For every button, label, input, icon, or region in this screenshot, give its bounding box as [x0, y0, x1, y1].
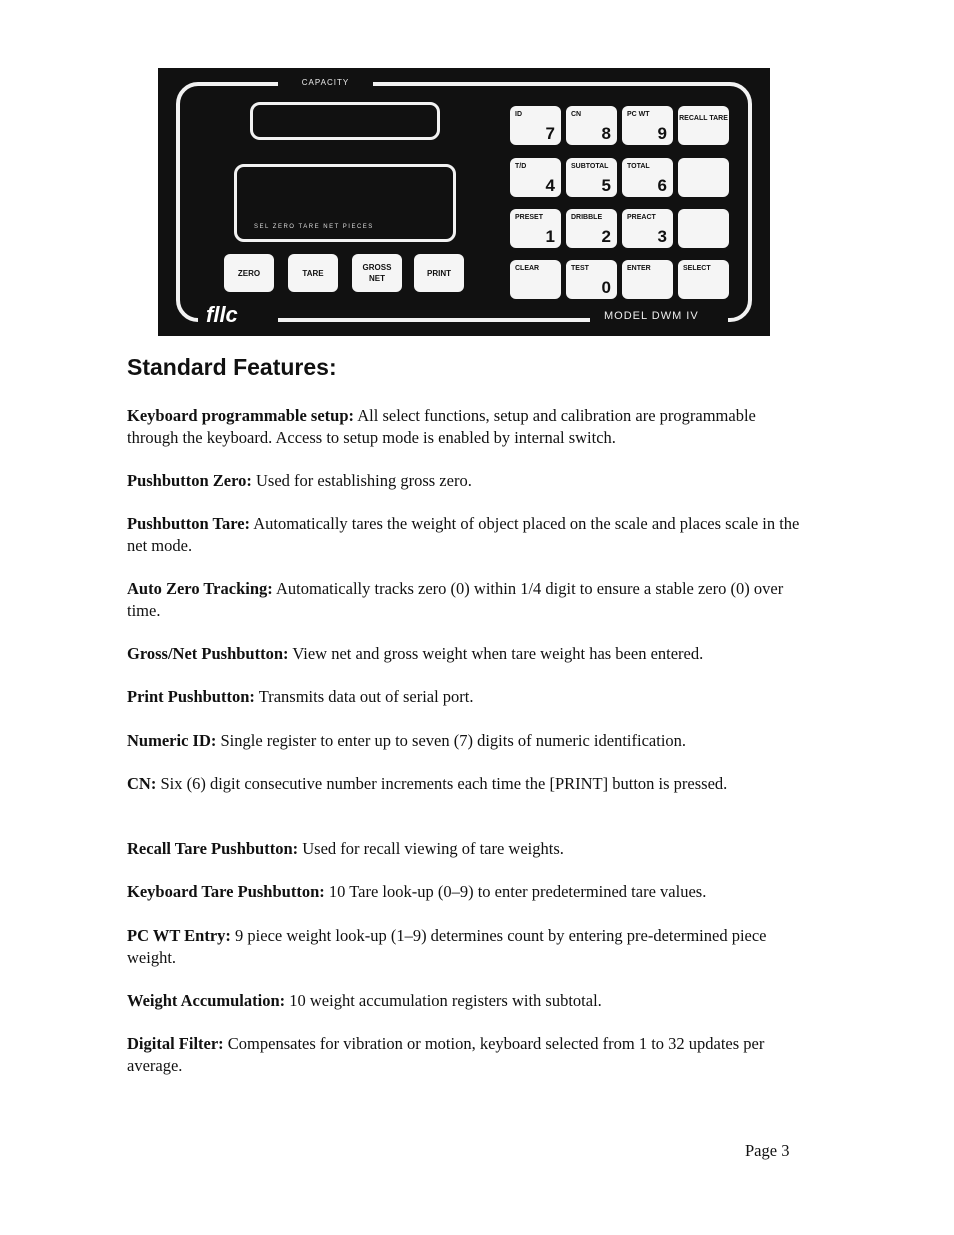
key-label: RECALL TARE — [679, 115, 728, 122]
keypad-key — [566, 158, 617, 197]
keypad-key — [510, 209, 561, 248]
key-digit: 2 — [601, 227, 611, 246]
feature-item — [127, 578, 807, 622]
dwm-iv-front-panel-image — [158, 68, 770, 336]
feature-description: View net and gross weight when tare weight has been entered. — [288, 644, 704, 663]
section-heading: Standard Features: — [127, 354, 337, 380]
feature-term: Pushbutton Tare: — [127, 514, 251, 533]
keypad-key — [566, 209, 617, 248]
model-label: MODEL DWM IV — [604, 310, 699, 322]
feature-description: Transmits data out of serial port. — [254, 687, 474, 706]
keypad-key — [510, 158, 561, 197]
print-button: PRINT — [414, 254, 464, 292]
keypad-key — [678, 106, 729, 145]
keypad-key — [678, 158, 729, 197]
page-number: Page 3 — [745, 1141, 790, 1160]
feature-item — [127, 838, 807, 860]
key-label: TEST — [571, 265, 589, 272]
annunciator-labels: SEL ZERO TARE NET PIECES — [254, 224, 374, 230]
feature-item — [127, 730, 807, 752]
key-label: DRIBBLE — [571, 214, 603, 221]
feature-description: Automatically tares the weight of object placed on the scale and places scale in the net mode. — [127, 514, 800, 555]
feature-description: Automatically tracks zero (0) within 1/4 digit to ensure a stable zero (0) over time. — [127, 579, 784, 620]
feature-term: Print Pushbutton: — [127, 687, 255, 706]
feature-item — [127, 513, 807, 557]
keypad-key — [510, 260, 561, 299]
weight-display — [234, 164, 456, 242]
feature-item — [127, 773, 807, 795]
key-digit: 9 — [657, 124, 667, 143]
feature-description: All select functions, setup and calibration are programmable through the keyboard. Access to setup mode is enabled by internal switch. — [127, 406, 756, 447]
key-label: ENTER — [627, 265, 651, 272]
key-digit: 7 — [545, 124, 555, 143]
feature-term: Keyboard programmable setup: — [127, 406, 355, 425]
feature-item — [127, 881, 807, 903]
feature-description: Six (6) digit consecutive number increments each time the [PRINT] button is pressed. — [156, 774, 728, 793]
feature-description: 10 Tare look-up (0–9) to enter predetermined tare values. — [324, 882, 707, 901]
feature-term: Keyboard Tare Pushbutton: — [127, 882, 325, 901]
gross-net-button: GROSS NET — [352, 254, 402, 292]
feature-term: Numeric ID: — [127, 731, 217, 750]
keypad-key — [566, 260, 617, 299]
feature-description: Used for recall viewing of tare weights. — [298, 839, 564, 858]
capacity-display — [250, 102, 440, 140]
feature-term: CN: — [127, 774, 157, 793]
key-label: CN — [571, 111, 582, 118]
key-label: PREACT — [627, 214, 656, 221]
keypad-key — [622, 106, 673, 145]
key-label: PC WT — [627, 111, 650, 118]
keypad-key — [622, 209, 673, 248]
capacity-label: CAPACITY — [278, 76, 373, 90]
feature-item — [127, 470, 807, 492]
key-digit: 8 — [601, 124, 611, 143]
keypad-key — [622, 158, 673, 197]
feature-term: Pushbutton Zero: — [127, 471, 252, 490]
feature-description: Single register to enter up to seven (7) digits of numeric identification. — [216, 731, 687, 750]
feature-term: Recall Tare Pushbutton: — [127, 839, 299, 858]
feature-description: 9 piece weight look-up (1–9) determines count by entering pre-determined piece weight. — [127, 926, 767, 967]
key-digit: 4 — [545, 176, 555, 195]
key-label: TOTAL — [627, 163, 650, 170]
feature-item — [127, 405, 807, 449]
feature-term: Weight Accumulation: — [127, 991, 286, 1010]
key-label: SUBTOTAL — [571, 163, 609, 170]
feature-term: Digital Filter: — [127, 1034, 224, 1053]
feature-item — [127, 1033, 807, 1077]
feature-term: Gross/Net Pushbutton: — [127, 644, 289, 663]
feature-term: PC WT Entry: — [127, 926, 231, 945]
feature-item — [127, 686, 807, 708]
feature-item — [127, 925, 807, 969]
key-digit: 1 — [545, 227, 555, 246]
key-label: T/D — [515, 163, 527, 170]
key-digit: 0 — [601, 278, 611, 297]
brand-logo: fllc — [206, 302, 238, 327]
key-label: SELECT — [683, 265, 711, 272]
key-digit: 3 — [657, 227, 667, 246]
feature-description: Compensates for vibration or motion, keyboard selected from 1 to 32 updates per average. — [127, 1034, 765, 1075]
feature-item — [127, 643, 807, 665]
feature-description: 10 weight accumulation registers with subtotal. — [285, 991, 602, 1010]
keypad-key — [510, 106, 561, 145]
tare-button: TARE — [288, 254, 338, 292]
keypad-key — [678, 260, 729, 299]
key-label: ID — [515, 111, 522, 118]
zero-button: ZERO — [224, 254, 274, 292]
keypad-key — [678, 209, 729, 248]
key-digit: 5 — [601, 176, 611, 195]
key-label: CLEAR — [515, 265, 540, 272]
feature-description: Used for establishing gross zero. — [251, 471, 472, 490]
feature-item — [127, 990, 807, 1012]
keypad-key — [622, 260, 673, 299]
feature-term: Auto Zero Tracking: — [127, 579, 273, 598]
key-label: PRESET — [515, 214, 544, 221]
keypad-key — [566, 106, 617, 145]
key-digit: 6 — [657, 176, 667, 195]
